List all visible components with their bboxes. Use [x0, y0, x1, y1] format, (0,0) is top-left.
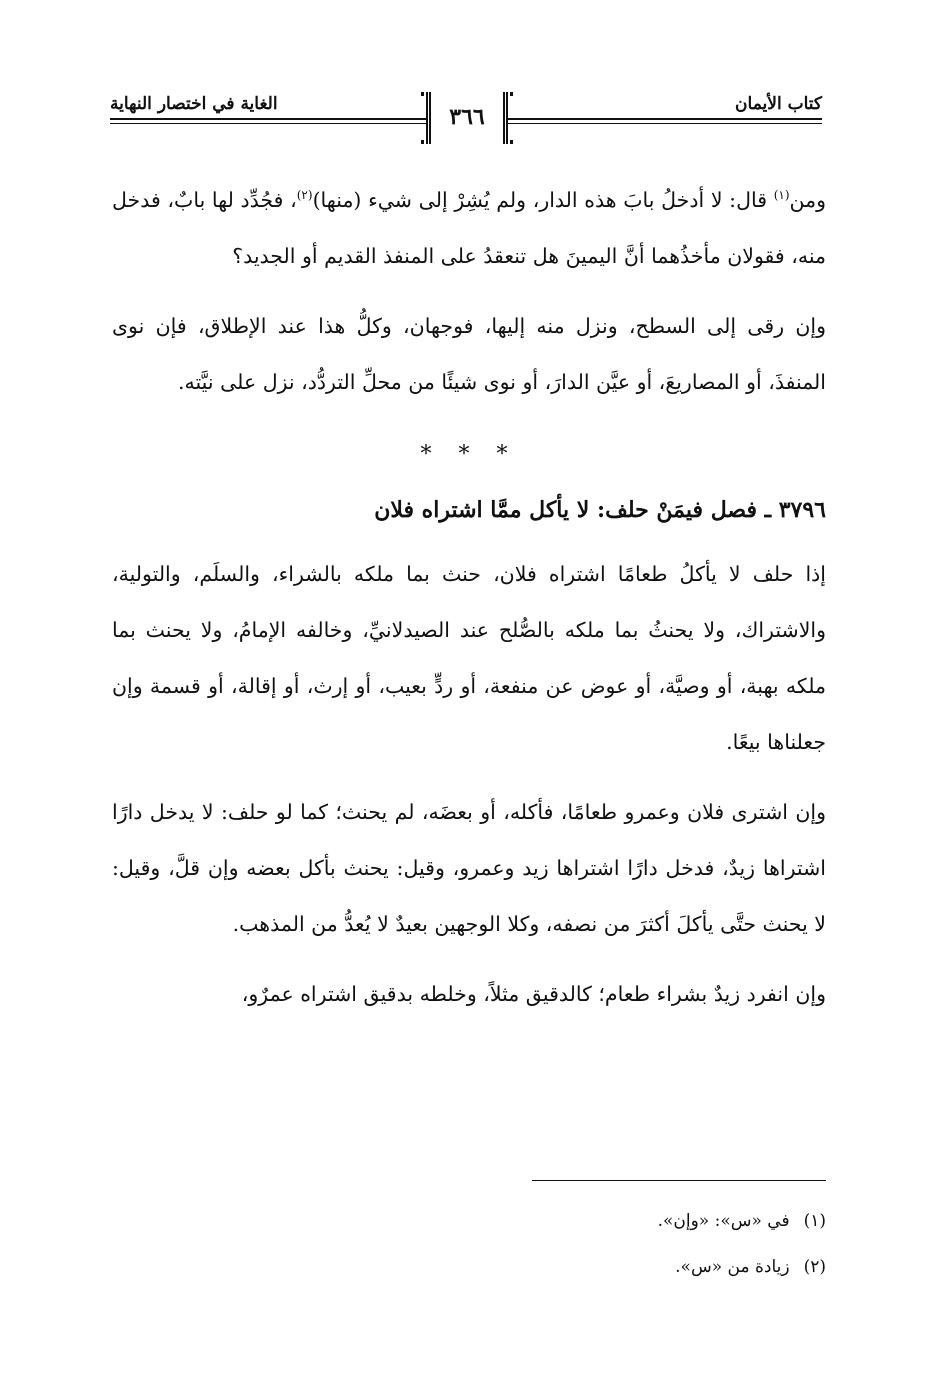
paragraph-text: قال: لا أدخلُ بابَ هذه الدار، ولم يُشِرْ إلى شيء (منها) — [312, 188, 774, 212]
running-header — [110, 86, 822, 156]
paragraph: وإن رقى إلى السطح، ونزل منه إليها، فوجهان، وكلُّ هذا عند الإطلاق، فإن نوى المنفذَ، أو المصاريعَ، أو عيَّن الدارَ، أو نوى شيئًا من محلِّ التردُّد، نزل على نيَّته. — [112, 314, 826, 394]
section-heading: ٣٧٩٦ ـ فصل فيمَنْ حلف: لا يأكل ممَّا اشتراه فلان — [374, 497, 826, 523]
page-number: ٣٦٦ — [449, 104, 485, 130]
footnotes — [112, 1198, 826, 1290]
section-separator: * * * — [420, 442, 518, 467]
footnote-text: زيادة من «س». — [675, 1257, 790, 1277]
paragraph: إذا حلف لا يأكلُ طعامًا اشتراه فلان، حنث بما ملكه بالشراء، والسلَم، والتولية، والاشتراك، ولا يحنثُ بما ملكه بالصُّلح عند الصيدلانيِّ، وخالفه الإمامُ، ولا يحنث بما ملكه بهبة، أو وصيَّة، أو عوض عن منفعة، أو ردٍّ بعيب، أو إرث، أو إقالة، أو قسمة وإن جعلناها بيعًا. — [112, 562, 826, 754]
main-text — [112, 172, 826, 1022]
footnote-ref: (٢) — [296, 188, 313, 203]
chapter-title: كتاب الأيمان — [735, 94, 822, 114]
footnote-text: في «س»: «وإن». — [657, 1211, 790, 1231]
footnote-number: (٢) — [803, 1257, 826, 1277]
paragraph-text: ، فجُدِّد لها بابٌ، فدخل منه، فقولان مأخذُهما أنَّ اليمينَ هل تنعقدُ على المنفذ القديم أو الجديد؟ — [112, 188, 826, 268]
paragraph-text: ومن — [789, 188, 827, 212]
footnote — [112, 1244, 826, 1290]
footnote — [112, 1198, 826, 1244]
paragraph — [112, 172, 826, 284]
footnote-number: (١) — [803, 1211, 826, 1231]
paragraph: وإن انفرد زيدٌ بشراء طعام؛ كالدقيق مثلاً، وخلطه بدقيق اشتراه عمرٌو، — [241, 982, 826, 1006]
footnote-ref: (١) — [773, 188, 790, 203]
page-number-frame — [426, 92, 508, 144]
footnote-rule — [532, 1180, 826, 1181]
paragraph: وإن اشترى فلان وعمرو طعامًا، فأكله، أو بعضَه، لم يحنث؛ كما لو حلف: لا يدخل دارًا اشتراها زيدٌ، فدخل دارًا اشتراها زيد وعمرو، وقيل: يحنث بأكل بعضه وإن قلَّ، وقيل: لا يحنث حتَّى يأكلَ أكثرَ من نصفه، وكلا الوجهين بعيدٌ لا يُعدُّ من المذهب. — [112, 800, 826, 936]
book-title: الغاية في اختصار النهاية — [110, 94, 278, 114]
